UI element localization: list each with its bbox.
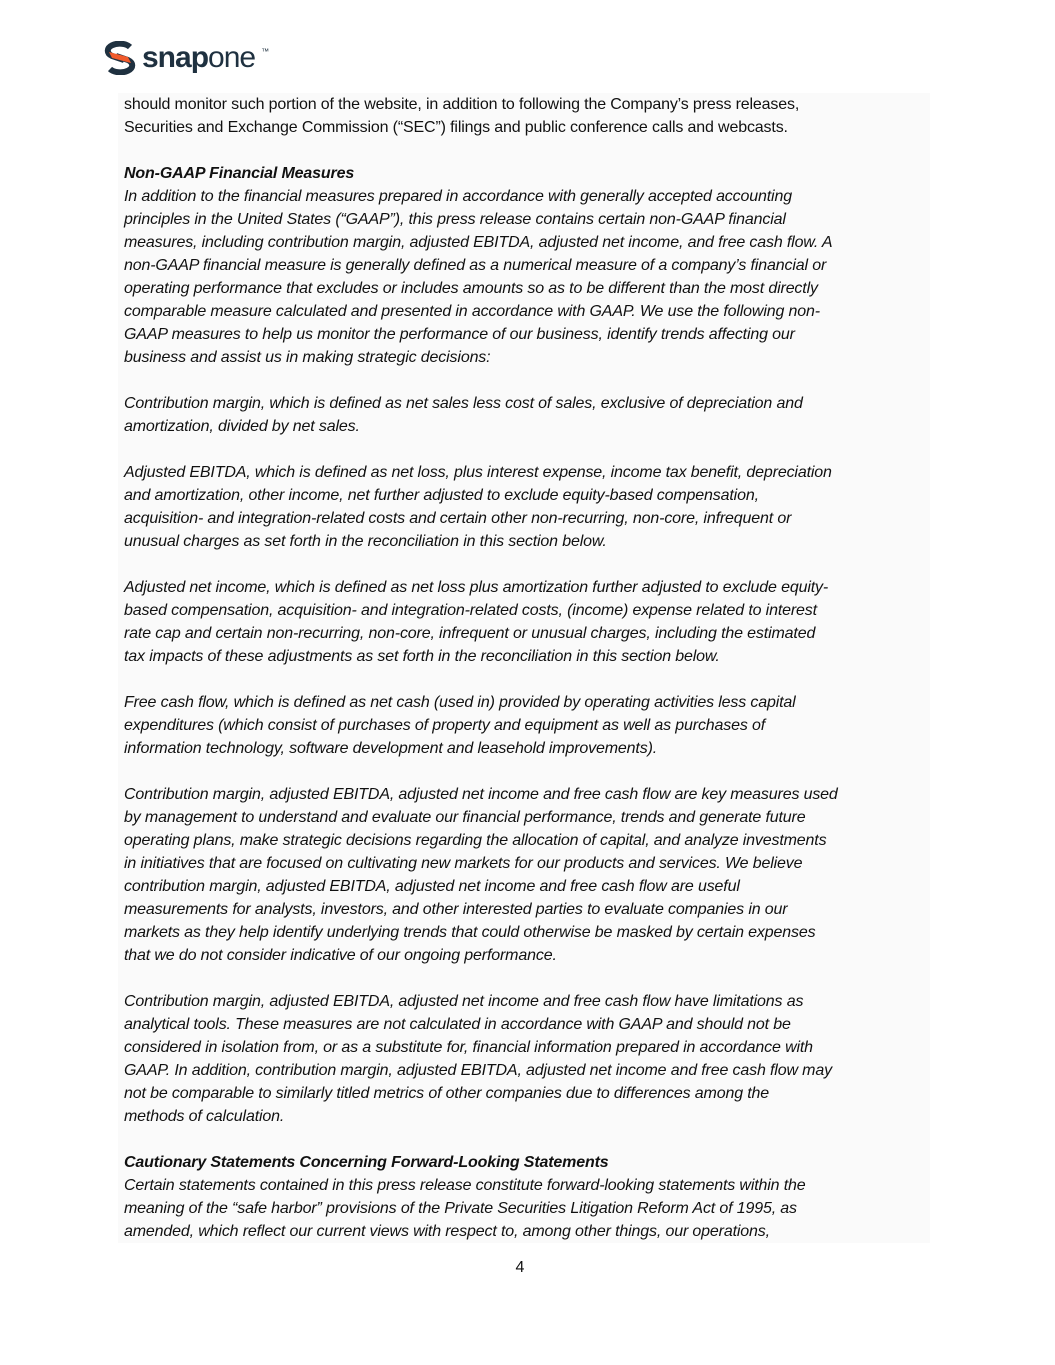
text-line: tax impacts of these adjustments as set forth in the reconciliation in this section below. [124,648,720,665]
text-line: acquisition- and integration-related costs and certain other non-recurring, non-core, infrequent or [124,510,792,527]
paragraph [124,990,924,1128]
text-line: Certain statements contained in this press release constitute forward-looking statements within the [124,1177,806,1194]
text-line: Free cash flow, which is defined as net cash (used in) provided by operating activities less capital [124,694,796,711]
text-line: that we do not consider indicative of our ongoing performance. [124,947,557,964]
document-body [118,93,930,1243]
text-line: considered in isolation from, or as a substitute for, financial information prepared in accordance with [124,1039,813,1056]
paragraph-gap [124,553,924,576]
section-heading [124,162,924,185]
paragraph-gap [124,668,924,691]
section-heading [124,1151,924,1174]
text-line: Contribution margin, adjusted EBITDA, adjusted net income and free cash flow are key measures used [124,786,838,803]
text-line: in initiatives that are focused on cultivating new markets for our products and services. We believe [124,855,803,872]
snap-one-logo-icon [104,41,136,75]
text-line: measures, including contribution margin, adjusted EBITDA, adjusted net income, and free cash flow. A [124,234,833,251]
text-line: not be comparable to similarly titled metrics of other companies due to differences among the [124,1085,770,1102]
text-line: comparable measure calculated and presented in accordance with GAAP. We use the following non- [124,303,820,320]
text-line: measurements for analysts, investors, and other interested parties to evaluate companies in our [124,901,788,918]
paragraph [124,93,924,139]
paragraph [124,1174,924,1243]
text-line: principles in the United States (“GAAP”), this press release contains certain non-GAAP financial [124,211,786,228]
paragraph [124,392,924,438]
text-line: non-GAAP financial measure is generally defined as a numerical measure of a company’s financial or [124,257,827,274]
text-line: based compensation, acquisition- and integration-related costs, (income) expense related to interest [124,602,817,619]
text-line: should monitor such portion of the website, in addition to following the Company’s press releases, [124,96,800,113]
paragraph-gap [124,139,924,162]
text-line: analytical tools. These measures are not calculated in accordance with GAAP and should not be [124,1016,791,1033]
text-line: Adjusted EBITDA, which is defined as net loss, plus interest expense, income tax benefit, depreciation [124,464,832,481]
text-line: rate cap and certain non-recurring, non-core, infrequent or unusual charges, including the estimated [124,625,816,642]
logo-wordmark [142,41,255,75]
text-line: Adjusted net income, which is defined as net loss plus amortization further adjusted to exclude equity- [124,579,829,596]
text-line: Securities and Exchange Commission (“SEC”) filings and public conference calls and webcasts. [124,119,788,136]
paragraph-gap [124,369,924,392]
paragraph [124,461,924,553]
logo-word-one: one [208,41,256,74]
text-line: amended, which reflect our current views with respect to, among other things, our operations, [124,1223,770,1240]
page-number: 4 [515,1259,525,1276]
text-line: and amortization, other income, net further adjusted to exclude equity-based compensation, [124,487,759,504]
paragraph [124,783,924,967]
text-line: GAAP measures to help us monitor the performance of our business, identify trends affecting our [124,326,795,343]
text-line: Cautionary Statements Concerning Forward-Looking Statements [124,1154,609,1171]
logo-trademark: ™ [261,47,270,56]
text-line: business and assist us in making strategic decisions: [124,349,491,366]
text-line: Contribution margin, which is defined as net sales less cost of sales, exclusive of depreciation and [124,395,803,412]
text-line: operating plans, make strategic decisions regarding the allocation of capital, and analyze investments [124,832,827,849]
text-line: unusual charges as set forth in the reconciliation in this section below. [124,533,607,550]
text-line: information technology, software development and leasehold improvements). [124,740,658,757]
text-line: operating performance that excludes or includes amounts so as to be different than the most directly [124,280,818,297]
paragraph-gap [124,760,924,783]
paragraph [124,576,924,668]
text-line: In addition to the financial measures prepared in accordance with generally accepted accounting [124,188,792,205]
text-line: by management to understand and evaluate our financial performance, trends and generate future [124,809,806,826]
paragraph [124,691,924,760]
paragraph-gap [124,438,924,461]
text-line: amortization, divided by net sales. [124,418,360,435]
logo-word-snap: snap [142,41,209,74]
text-line: GAAP. In addition, contribution margin, adjusted EBITDA, adjusted net income and free cash flow may [124,1062,832,1079]
text-line: Non-GAAP Financial Measures [124,165,355,182]
company-logo [104,41,269,75]
text-line: contribution margin, adjusted EBITDA, adjusted net income and free cash flow are useful [124,878,740,895]
text-line: Contribution margin, adjusted EBITDA, adjusted net income and free cash flow have limitations as [124,993,804,1010]
paragraph [124,185,924,369]
paragraph-gap [124,967,924,990]
paragraph-gap [124,1128,924,1151]
text-line: meaning of the “safe harbor” provisions of the Private Securities Litigation Reform Act of 1995, as [124,1200,797,1217]
text-line: expenditures (which consist of purchases of property and equipment as well as purchases of [124,717,766,734]
text-line: markets as they help identify underlying trends that could otherwise be masked by certain expenses [124,924,816,941]
text-line: methods of calculation. [124,1108,285,1125]
